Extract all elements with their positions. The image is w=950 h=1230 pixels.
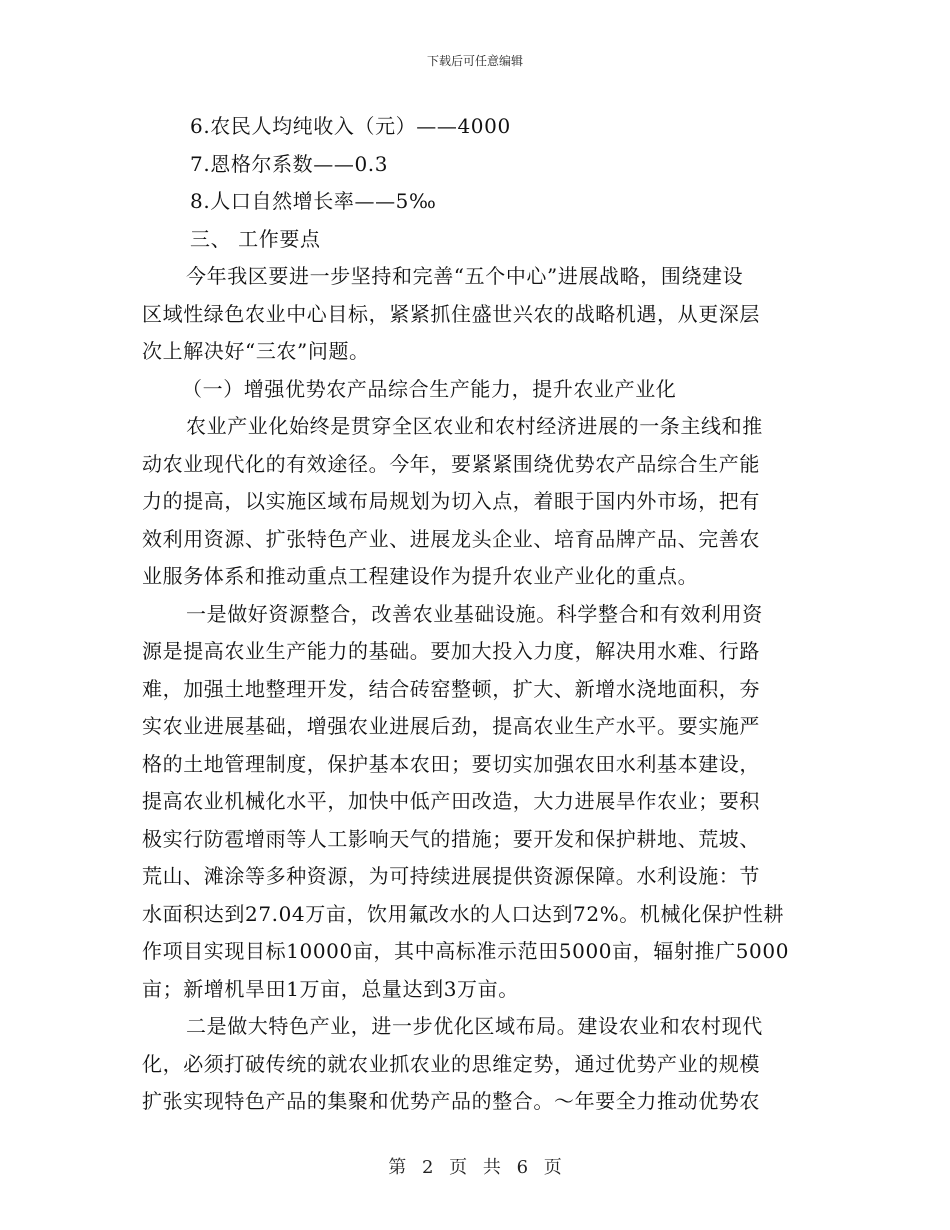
text-line: 作项目实现目标10000亩，其中高标准示范田5000亩，辐射推广5000 bbox=[142, 939, 790, 963]
page-footer bbox=[0, 1153, 950, 1179]
text-line: 扩张实现特色产品的集聚和优势产品的整合。～年要全力推动优势农 bbox=[142, 1089, 760, 1113]
text-line: 力的提高，以实施区域布局规划为切入点，着眼于国内外市场，把有 bbox=[142, 489, 760, 513]
footer-suffix: 页 bbox=[543, 1157, 562, 1178]
text-line: 6.农民人均纯收入（元）——4000 bbox=[190, 114, 511, 138]
text-line: 8.人口自然增长率——5‰ bbox=[190, 189, 437, 213]
text-line: 业服务体系和推动重点工程建设作为提升农业产业化的重点。 bbox=[142, 564, 699, 588]
text-line: 今年我区要进一步坚持和完善“五个中心”进展战略，围绕建设 bbox=[186, 264, 744, 288]
text-line: 亩；新增机旱田1万亩，总量达到3万亩。 bbox=[142, 976, 519, 1001]
text-line: 区域性绿色农业中心目标，紧紧抓住盛世兴农的战略机遇，从更深层 bbox=[142, 301, 760, 326]
text-line: （一）增强优势农产品综合生产能力，提升农业产业化 bbox=[182, 376, 677, 401]
footer-page-label: 页 bbox=[449, 1157, 468, 1178]
text-line: 动农业现代化的有效途径。今年，要紧紧围绕优势农产品综合生产能 bbox=[142, 451, 760, 476]
text-line: 实农业进展基础，增强农业进展后劲，提高农业生产水平。要实施严 bbox=[142, 714, 760, 738]
text-line: 难，加强土地整理开发，结合砖窑整顿，扩大、新增水浇地面积，夯 bbox=[142, 676, 760, 701]
text-line: 水面积达到27.04万亩，饮用氟改水的人口达到72%。机械化保护性耕 bbox=[142, 901, 785, 926]
text-line: 农业产业化始终是贯穿全区农业和农村经济进展的一条主线和推 bbox=[186, 414, 763, 438]
text-line: 化，必须打破传统的就农业抓农业的思维定势，通过优势产业的规模 bbox=[142, 1051, 760, 1076]
text-line: 极实行防雹增雨等人工影响天气的措施；要开发和保护耕地、荒坡、 bbox=[142, 826, 760, 851]
text-line: 三、 工作要点 bbox=[190, 226, 321, 251]
text-line: 提高农业机械化水平，加快中低产田改造，大力进展旱作农业；要积 bbox=[142, 789, 760, 813]
text-line: 7.恩格尔系数——0.3 bbox=[190, 151, 389, 176]
text-line: 次上解决好“三农”问题。 bbox=[142, 339, 370, 363]
document-body bbox=[142, 108, 808, 1121]
footer-current-page: 2 bbox=[421, 1157, 434, 1178]
text-line: 一是做好资源整合，改善农业基础设施。科学整合和有效利用资 bbox=[186, 601, 763, 626]
text-line: 二是做大特色产业，进一步优化区域布局。建设农业和农村现代 bbox=[186, 1014, 763, 1038]
footer-prefix: 第 bbox=[388, 1157, 407, 1178]
text-line: 荒山、滩涂等多种资源，为可持续进展提供资源保障。水利设施：节 bbox=[142, 864, 760, 888]
footer-total-label: 共 bbox=[482, 1157, 501, 1178]
text-line: 格的土地管理制度，保护基本农田；要切实加强农田水利基本建设， bbox=[142, 751, 760, 776]
footer-total-pages: 6 bbox=[516, 1157, 529, 1178]
page-header: 下载后可任意编辑 bbox=[426, 54, 523, 68]
text-line: 源是提高农业生产能力的基础。要加大投入力度，解决用水难、行路 bbox=[142, 639, 760, 663]
text-line: 效利用资源、扩张特色产业、进展龙头企业、培育品牌产品、完善农 bbox=[142, 526, 760, 551]
